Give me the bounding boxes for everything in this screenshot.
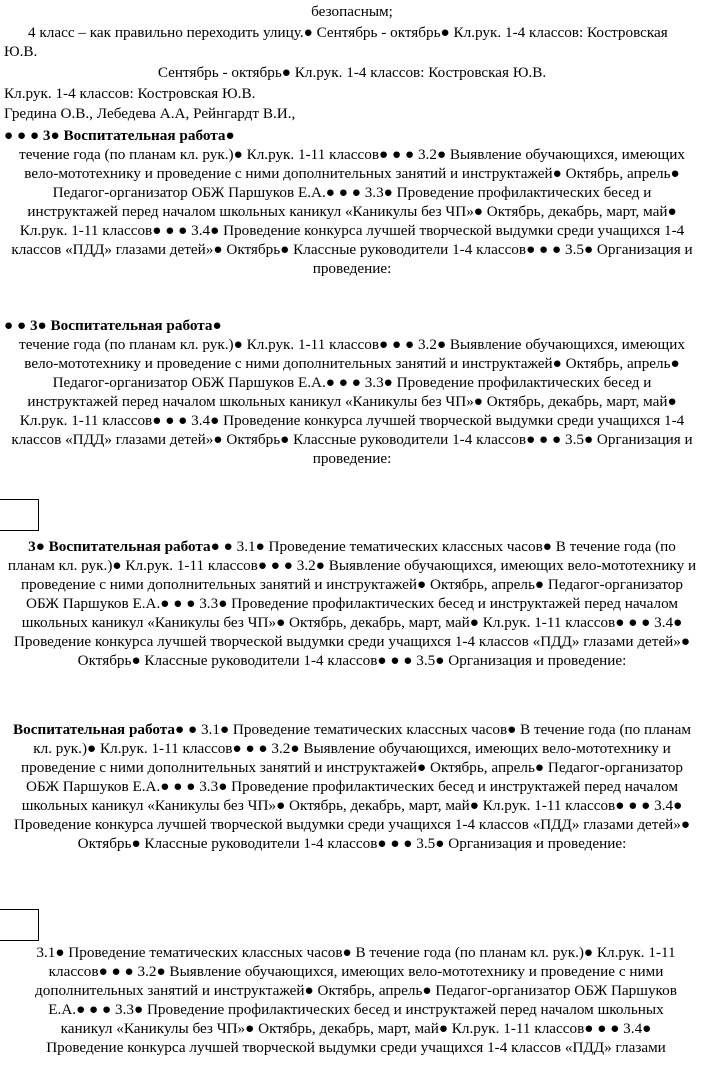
section-5-body: 3.1● Проведение тематических классных часов● В течение года (по планам кл. рук.)● Кл.рук. 1-11 классов● ● ● 3.2● Выявление обучающихся, имеющих вело-мототехнику и проведение с ними дополнительных занятий и инструктажей● Октябрь, апрель● Педагог-организатор ОБЖ Паршуков Е.А.● ● ● 3.3● Проведение профилактических бесед и инструктажей перед началом школьных каникул «Каникулы без ЧП»● Октябрь, декабрь, март, май● Кл.рук. 1-11 классов● ● ● 3.4● Проведение конкурса лучшей творческой выдумки среди учащихся 1-4 классов «ПДД» глазами	[35, 944, 677, 1056]
section-3-paragraph	[0, 537, 704, 670]
section-3-heading: 3● Воспитательная работа	[28, 538, 211, 555]
header-line-1-block	[0, 23, 704, 61]
header-line-4: Гредина О.В., Лебедева А.А, Рейнгардт В.И.,	[4, 105, 296, 122]
section-4-body: ● ● 3.1● Проведение тематических классных часов● В течение года (по планам кл. рук.)● Кл.рук. 1-11 классов● ● ● 3.2● Выявление обучающихся, имеющих вело-мототехнику и проведение с ними дополнительных занятий и инструктажей● Октябрь, апрель● Педагог-организатор ОБЖ Паршуков Е.А.● ● ● 3.3● Проведение профилактических бесед и инструктажей перед началом школьных каникул «Каникулы без ЧП»● Октябрь, декабрь, март, май● Кл.рук. 1-11 классов● ● ● 3.4● Проведение конкурса лучшей творческой выдумки среди учащихся 1-4 классов «ПДД» глазами детей»● Октябрь● Классные руководители 1-4 классов● ● ● 3.5● Организация и проведение:	[13, 721, 691, 852]
header-line-3: Кл.рук. 1-4 классов: Костровская Ю.В.	[4, 85, 256, 102]
header-line-3-block	[0, 84, 704, 103]
section-4-paragraph	[0, 720, 704, 853]
header-line-top: безопасным;	[311, 3, 393, 20]
section-1-heading: ● ● ● 3● Воспитательная работа●	[4, 127, 235, 144]
header-line-2: Сентябрь - октябрь● Кл.рук. 1-4 классов: Костровская Ю.В.	[157, 64, 547, 81]
section-5	[0, 943, 704, 1057]
section-1-body: течение года (по планам кл. рук.)● Кл.рук. 1-11 классов● ● ● 3.2● Выявление обучающихся, имеющих вело-мототехнику и проведение с ними дополнительных занятий и инструктажей● Октябрь, апрель● Педагог-организатор ОБЖ Паршуков Е.А.● ● ● 3.3● Проведение профилактических бесед и инструктажей перед началом школьных каникул «Каникулы без ЧП»● Октябрь, декабрь, март, май● Кл.рук. 1-11 классов● ● ● 3.4● Проведение конкурса лучшей творческой выдумки среди учащихся 1-4 классов «ПДД» глазами детей»● Октябрь● Классные руководители 1-4 классов● ● ● 3.5● Организация и проведение:	[11, 146, 693, 277]
section-1	[0, 126, 704, 278]
header-line-4-block	[0, 104, 704, 123]
section-3-body: ● ● 3.1● Проведение тематических классных часов● В течение года (по планам кл. рук.)● Кл.рук. 1-11 классов● ● ● 3.2● Выявление обучающихся, имеющих вело-мототехнику и проведение с ними дополнительных занятий и инструктажей● Октябрь, апрель● Педагог-организатор ОБЖ Паршуков Е.А.● ● ● 3.3● Проведение профилактических бесед и инструктажей перед началом школьных каникул «Каникулы без ЧП»● Октябрь, декабрь, март, май● Кл.рук. 1-11 классов● ● ● 3.4● Проведение конкурса лучшей творческой выдумки среди учащихся 1-4 классов «ПДД» глазами детей»● Октябрь● Классные руководители 1-4 классов● ● ● 3.5● Организация и проведение:	[7, 538, 697, 669]
section-2-heading: ● ● 3● Воспитательная работа●	[4, 317, 222, 334]
section-4-heading: Воспитательная работа	[13, 721, 176, 738]
section-3	[0, 537, 704, 670]
section-4	[0, 720, 704, 853]
header-block	[0, 2, 704, 21]
header-line-1: 4 класс – как правильно переходить улицу.● Сентябрь - октябрь● Кл.рук. 1-4 классов: Костровская Ю.В.	[4, 24, 668, 60]
empty-box-2	[0, 909, 39, 941]
section-2-body: течение года (по планам кл. рук.)● Кл.рук. 1-11 классов● ● ● 3.2● Выявление обучающихся, имеющих вело-мототехнику и проведение с ними дополнительных занятий и инструктажей● Октябрь, апрель● Педагог-организатор ОБЖ Паршуков Е.А.● ● ● 3.3● Проведение профилактических бесед и инструктажей перед началом школьных каникул «Каникулы без ЧП»● Октябрь, декабрь, март, май● Кл.рук. 1-11 классов● ● ● 3.4● Проведение конкурса лучшей творческой выдумки среди учащихся 1-4 классов «ПДД» глазами детей»● Октябрь● Классные руководители 1-4 классов● ● ● 3.5● Организация и проведение:	[11, 336, 693, 467]
header-line-2-block	[0, 63, 704, 82]
section-2	[0, 316, 704, 468]
empty-box-1	[0, 499, 39, 531]
